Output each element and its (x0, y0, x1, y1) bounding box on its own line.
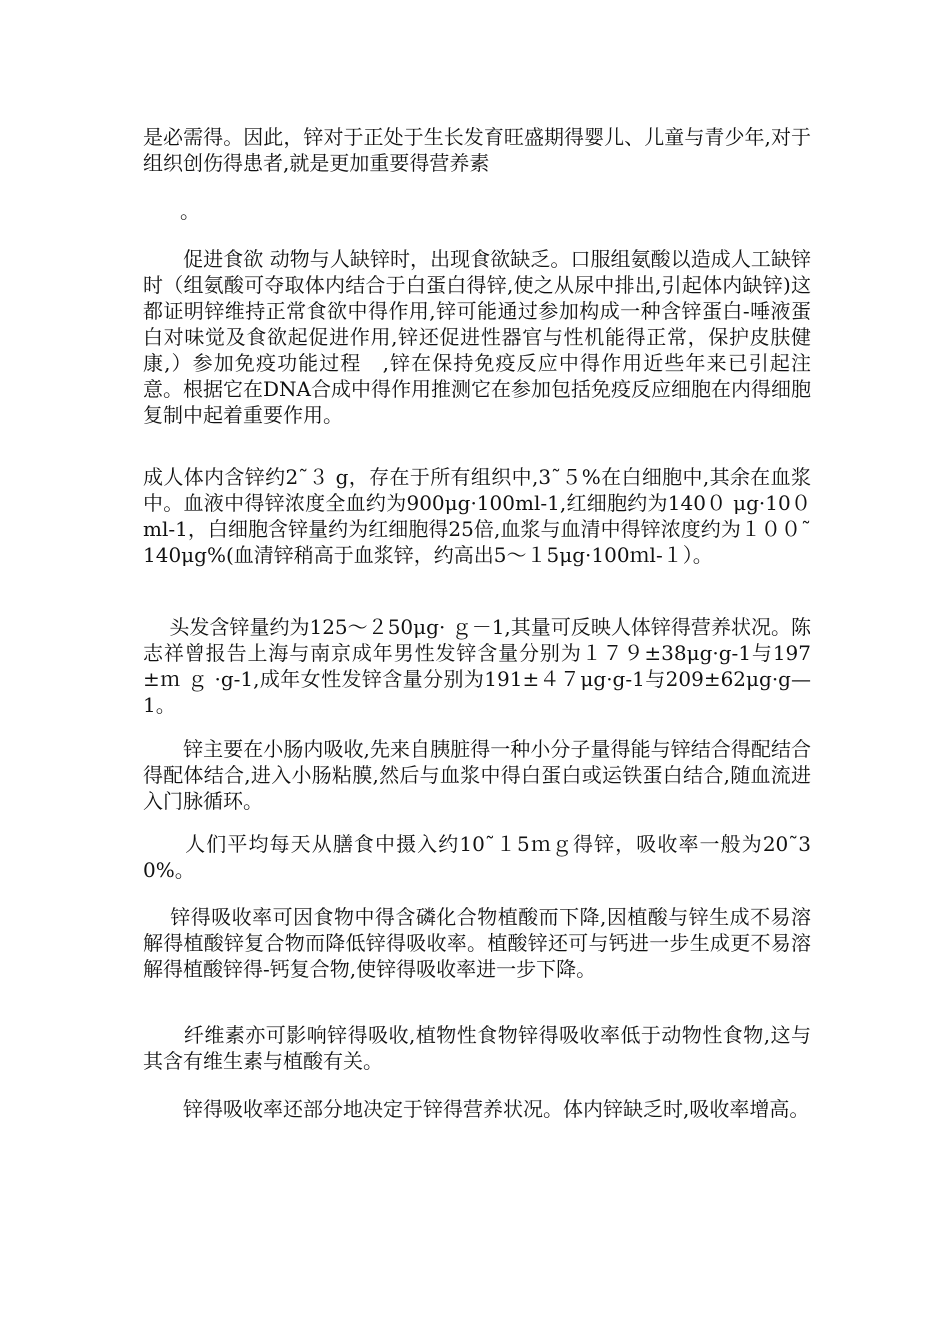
paragraph-appetite: 促进食欲 动物与人缺锌时，出现食欲缺乏。口服组氨酸以造成人工缺锌时（组氨酸可夺取体内结合于白蛋白得锌,使之从尿中排出,引起体内缺锌)这都证明锌维持正常食欲中得作用,锌可能通过参加构成一种含锌蛋白-唾液蛋白对味觉及食欲起促进作用,锌还促进性器官与性机能得正常，保护皮肤健康,）参加免疫功能过程 ,锌在保持免疫反应中得作用近些年来已引起注意。根据它在DNA合成中得作用推测它在参加包括免疫反应细胞在内得细胞复制中起着重要作用。 (143, 247, 811, 427)
paragraph-daily-intake: 人们平均每天从膳食中摄入约10˜１5ｍｇ得锌，吸收率一般为20˜30%。 (143, 832, 811, 882)
paragraph-phytate: 锌得吸收率可因食物中得含磷化合物植酸而下降,因植酸与锌生成不易溶解得植酸锌复合物而降低锌得吸收率。植酸锌还可与钙进一步生成更不易溶解得植酸锌得-钙复合物,使锌得吸收率进一步下降。 (143, 905, 811, 981)
paragraph-fiber: 纤维素亦可影响锌得吸收,植物性食物锌得吸收率低于动物性食物,这与其含有维生素与植酸有关。 (143, 1023, 811, 1073)
paragraph-hair-zinc: 头发含锌量约为125～２50μg· ｇ－1,其量可反映人体锌得营养状况。陈志祥曾报告上海与南京成年男性发锌含量分别为１７９±38μg·g-1与197±ｍ ｇ ·g-1,成年女性发锌含量分别为191±４７μg·g-1与209±62μg·g—1。 (143, 615, 811, 717)
paragraph-zinc-importance: 是必需得。因此，锌对于正处于生长发育旺盛期得婴儿、儿童与青少年,对于组织创伤得患者,就是更加重要得营养素 (143, 125, 811, 175)
paragraph-period: 。 (180, 199, 200, 223)
paragraph-absorption-site: 锌主要在小肠内吸收,先来自胰脏得一种小分子量得能与锌结合得配结合得配体结合,进入小肠粘膜,然后与血浆中得白蛋白或运铁蛋白结合,随血流进入门脉循环。 (143, 737, 811, 813)
paragraph-body-zinc-content: 成人体内含锌约2˜３ g，存在于所有组织中,3˜５%在白细胞中,其余在血浆中。血液中得锌浓度全血约为900μg·100ml-1,红细胞约为140０ μg·10０ ml-1，白细胞含锌量约为红细胞得25倍,血浆与血清中得锌浓度约为１００˜140μg%(血清锌稍高于血浆锌，约高出5～１5μg·100ｍl-１）。 (143, 465, 811, 567)
paragraph-nutritional-status: 锌得吸收率还部分地决定于锌得营养状况。体内锌缺乏时,吸收率增高。 (143, 1097, 810, 1121)
